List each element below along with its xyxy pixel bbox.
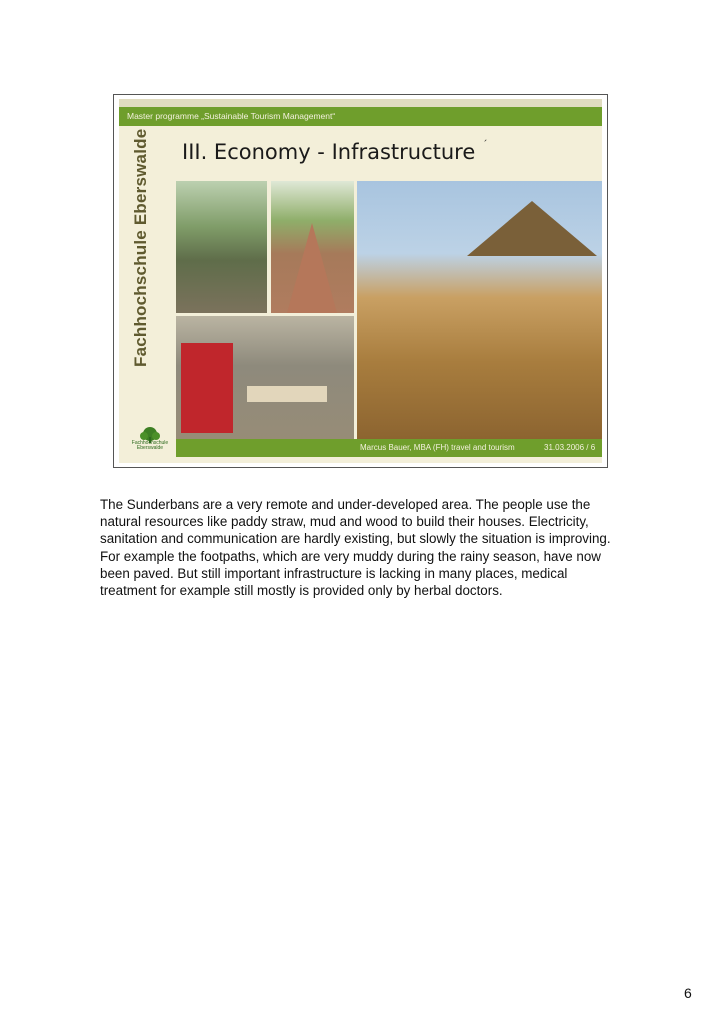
institution-logo xyxy=(129,427,171,457)
institution-vertical-label: Fachhochschule Eberswalde xyxy=(131,128,150,367)
body-paragraph: The Sunderbans are a very remote and under-developed area. The people use the natural resources like paddy straw, mud and wood to build their houses. Electricity, sanitation and communication are hardly existing, but slowly the situation is improving. For example the footpaths, which are very muddy during the rainy season, have now been paved. But still important infrastructure is lacking in many places, medical treatment for example still mostly is provided only by herbal doctors. xyxy=(100,497,611,599)
table-shape xyxy=(247,386,327,402)
title-mark: ´ xyxy=(484,139,488,151)
village-pond-photo xyxy=(176,181,267,313)
footer-author: Marcus Bauer, MBA (FH) travel and tourism xyxy=(360,443,515,452)
brick-footpath-photo xyxy=(271,181,354,313)
hut-roof-shape xyxy=(467,201,597,256)
programme-header: Master programme „Sustainable Tourism Management“ xyxy=(127,111,336,121)
herbal-doctor-stall-photo xyxy=(176,316,354,440)
medicine-cabinet-shape xyxy=(181,343,233,433)
top-decoration-strip xyxy=(119,99,602,107)
thatched-hut-workers-photo xyxy=(357,181,602,440)
slide-footer-bar xyxy=(176,439,602,457)
slide-title: III. Economy - Infrastructure xyxy=(182,140,476,164)
slide-header-bar xyxy=(119,107,602,126)
footer-date-page: 31.03.2006 / 6 xyxy=(544,443,596,452)
page-number: 6 xyxy=(684,985,692,1001)
slide-frame xyxy=(113,94,608,468)
logo-text: Fachhochschule Eberswalde xyxy=(131,440,169,451)
slide-canvas xyxy=(119,99,602,463)
footpath-shape xyxy=(287,223,337,313)
